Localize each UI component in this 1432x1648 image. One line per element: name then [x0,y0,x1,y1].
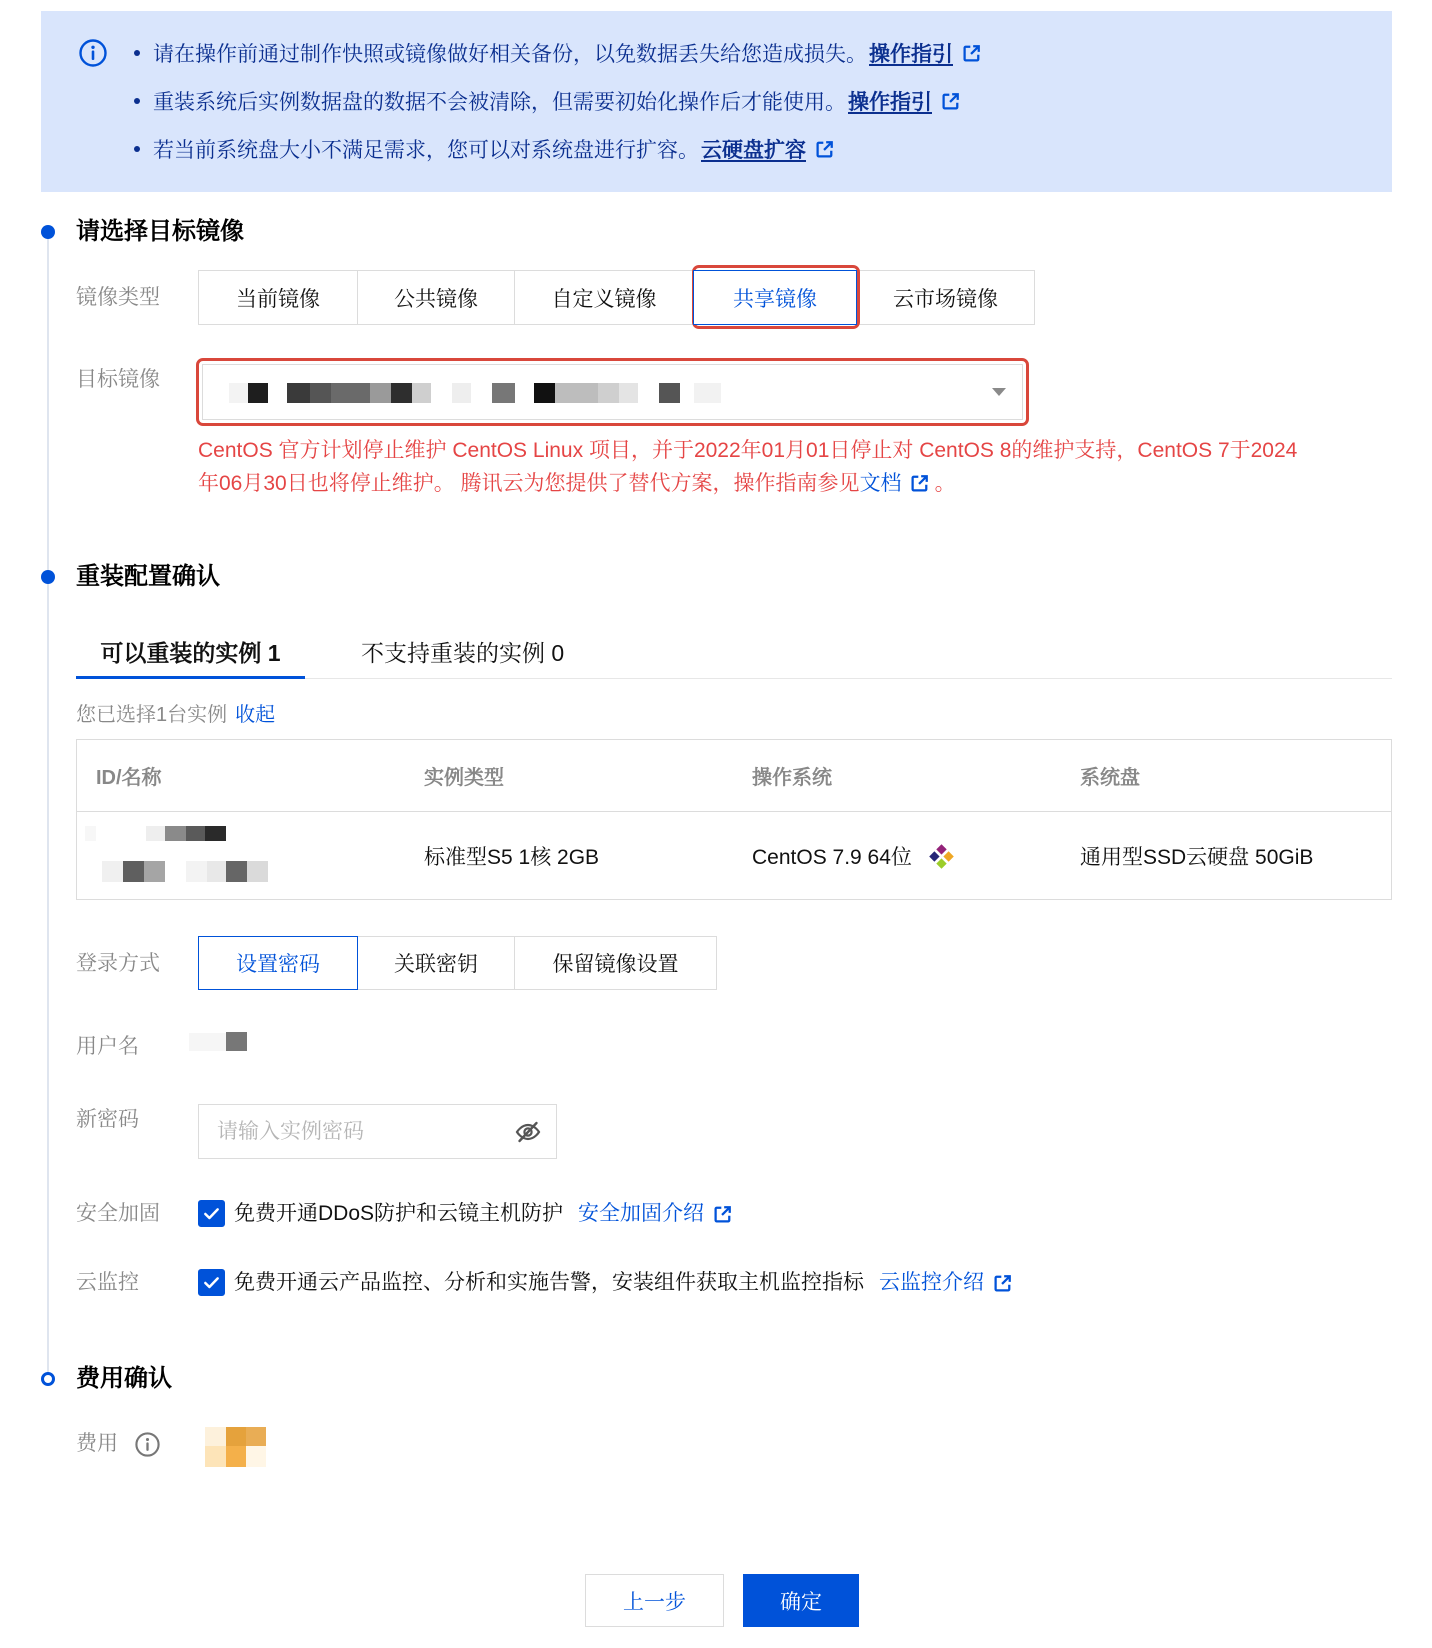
image-type-marketplace[interactable]: 云市场镜像 [856,270,1035,325]
section-title-select-image: 请选择目标镜像 [76,218,244,245]
column-header-system-disk: 系统盘 [1080,767,1140,789]
image-type-label: 镜像类型 [76,286,160,309]
cloud-monitor-checkbox[interactable] [198,1269,225,1296]
notice-item [134,134,834,164]
disk-expand-link[interactable]: 云硬盘扩容 [701,139,806,162]
external-link-icon[interactable] [993,1274,1012,1293]
security-hardening-intro-link[interactable]: 安全加固介绍 [578,1202,705,1225]
notice-text: 若当前系统盘大小不满足需求，您可以对系统盘进行扩容。 [153,139,699,162]
cloud-monitor-option [234,1268,1012,1298]
chevron-down-icon[interactable] [992,388,1006,396]
external-link-icon[interactable] [713,1205,732,1224]
collapse-link[interactable]: 收起 [235,704,276,726]
notice-guide-link[interactable]: 操作指引 [848,91,932,114]
table-row [77,812,1391,900]
cloud-monitor-text: 免费开通云产品监控、分析和实施告警，安装组件获取主机监控指标 [234,1271,864,1294]
password-field [198,1104,557,1159]
bullet-dot [134,50,140,56]
external-link-icon[interactable] [941,92,960,111]
instance-id-cell [77,812,405,900]
image-type-public[interactable]: 公共镜像 [357,270,515,325]
os-cell [733,812,1061,900]
external-link-icon[interactable] [910,474,929,493]
image-type-selector [198,270,1035,325]
selection-summary [76,700,275,730]
centos-logo-icon [928,843,955,870]
redacted-image-name [229,383,721,403]
step-dot-pending [41,1372,55,1386]
notice-item [134,38,981,68]
tab-reinstallable-instances[interactable]: 可以重装的实例 1 [76,630,305,679]
security-hardening-checkbox[interactable] [198,1200,225,1227]
fee-label: 费用 [76,1432,118,1455]
eye-slash-icon[interactable] [514,1118,542,1146]
warning-text: CentOS 官方计划停止维护 CentOS Linux 项目，并于2022年01月01日停止对 CentOS 8的维护支持，CentOS 7于2024年06月30日也将停止维护。 腾讯云为您提供了替代方案，操作指南参见 [198,439,1298,495]
notice-item [134,86,960,116]
external-link-icon[interactable] [815,140,834,159]
previous-step-button[interactable]: 上一步 [585,1574,724,1627]
table-header [77,740,1391,812]
new-password-label: 新密码 [76,1108,139,1131]
login-method-label: 登录方式 [76,952,160,975]
os-name: CentOS 7.9 64位 [752,846,912,869]
section-title-cost-confirm: 费用确认 [76,1365,172,1392]
step-dot-active [41,570,55,584]
bullet-dot [134,146,140,152]
instance-table [76,739,1392,900]
login-set-password[interactable]: 设置密码 [198,936,358,990]
info-icon [78,38,108,68]
redacted-fee-amount [205,1427,266,1467]
notice-text: 请在操作前通过制作快照或镜像做好相关备份，以免数据丢失给您造成损失。 [153,43,867,66]
info-icon[interactable] [134,1431,161,1458]
bullet-dot [134,98,140,104]
security-hardening-text: 免费开通DDoS防护和云镜主机防护 [234,1202,564,1225]
image-type-shared[interactable]: 共享镜像 [693,270,857,325]
password-input[interactable] [199,1105,499,1158]
centos-eol-warning [198,434,1318,500]
target-image-label: 目标镜像 [76,368,160,391]
notice-guide-link[interactable]: 操作指引 [869,43,953,66]
section-title-confirm-config: 重装配置确认 [76,563,220,590]
step-timeline-line [47,232,49,1379]
column-header-os: 操作系统 [752,767,832,789]
instance-type-cell: 标准型S5 1核 2GB [424,846,600,869]
notice-banner [41,11,1392,192]
security-hardening-label: 安全加固 [76,1202,160,1225]
redacted-instance-id [77,812,277,900]
image-type-current[interactable]: 当前镜像 [198,270,358,325]
notice-text: 重装系统后实例数据盘的数据不会被清除，但需要初始化操作后才能使用。 [153,91,846,114]
redacted-username [189,1032,247,1052]
confirm-button[interactable]: 确定 [743,1574,859,1627]
login-keep-image-settings[interactable]: 保留镜像设置 [514,936,717,990]
check-icon [202,1204,221,1223]
security-hardening-option [234,1199,732,1229]
image-type-custom[interactable]: 自定义镜像 [514,270,694,325]
login-method-selector [198,936,717,990]
column-header-id-name: ID/名称 [96,767,162,789]
warning-suffix: 。 [934,472,956,495]
step-dot-active [41,225,55,239]
tab-unsupported-instances[interactable]: 不支持重装的实例 0 [361,640,565,666]
selection-summary-text: 您已选择1台实例 [76,704,228,726]
check-icon [202,1273,221,1292]
cloud-monitor-label: 云监控 [76,1271,139,1294]
username-label: 用户名 [76,1035,139,1058]
column-header-instance-type: 实例类型 [424,767,504,789]
login-ssh-key[interactable]: 关联密钥 [357,936,515,990]
cloud-monitor-intro-link[interactable]: 云监控介绍 [879,1271,984,1294]
system-disk-cell: 通用型SSD云硬盘 50GiB [1080,846,1314,869]
external-link-icon[interactable] [962,44,981,63]
docs-link[interactable]: 文档 [859,472,902,495]
